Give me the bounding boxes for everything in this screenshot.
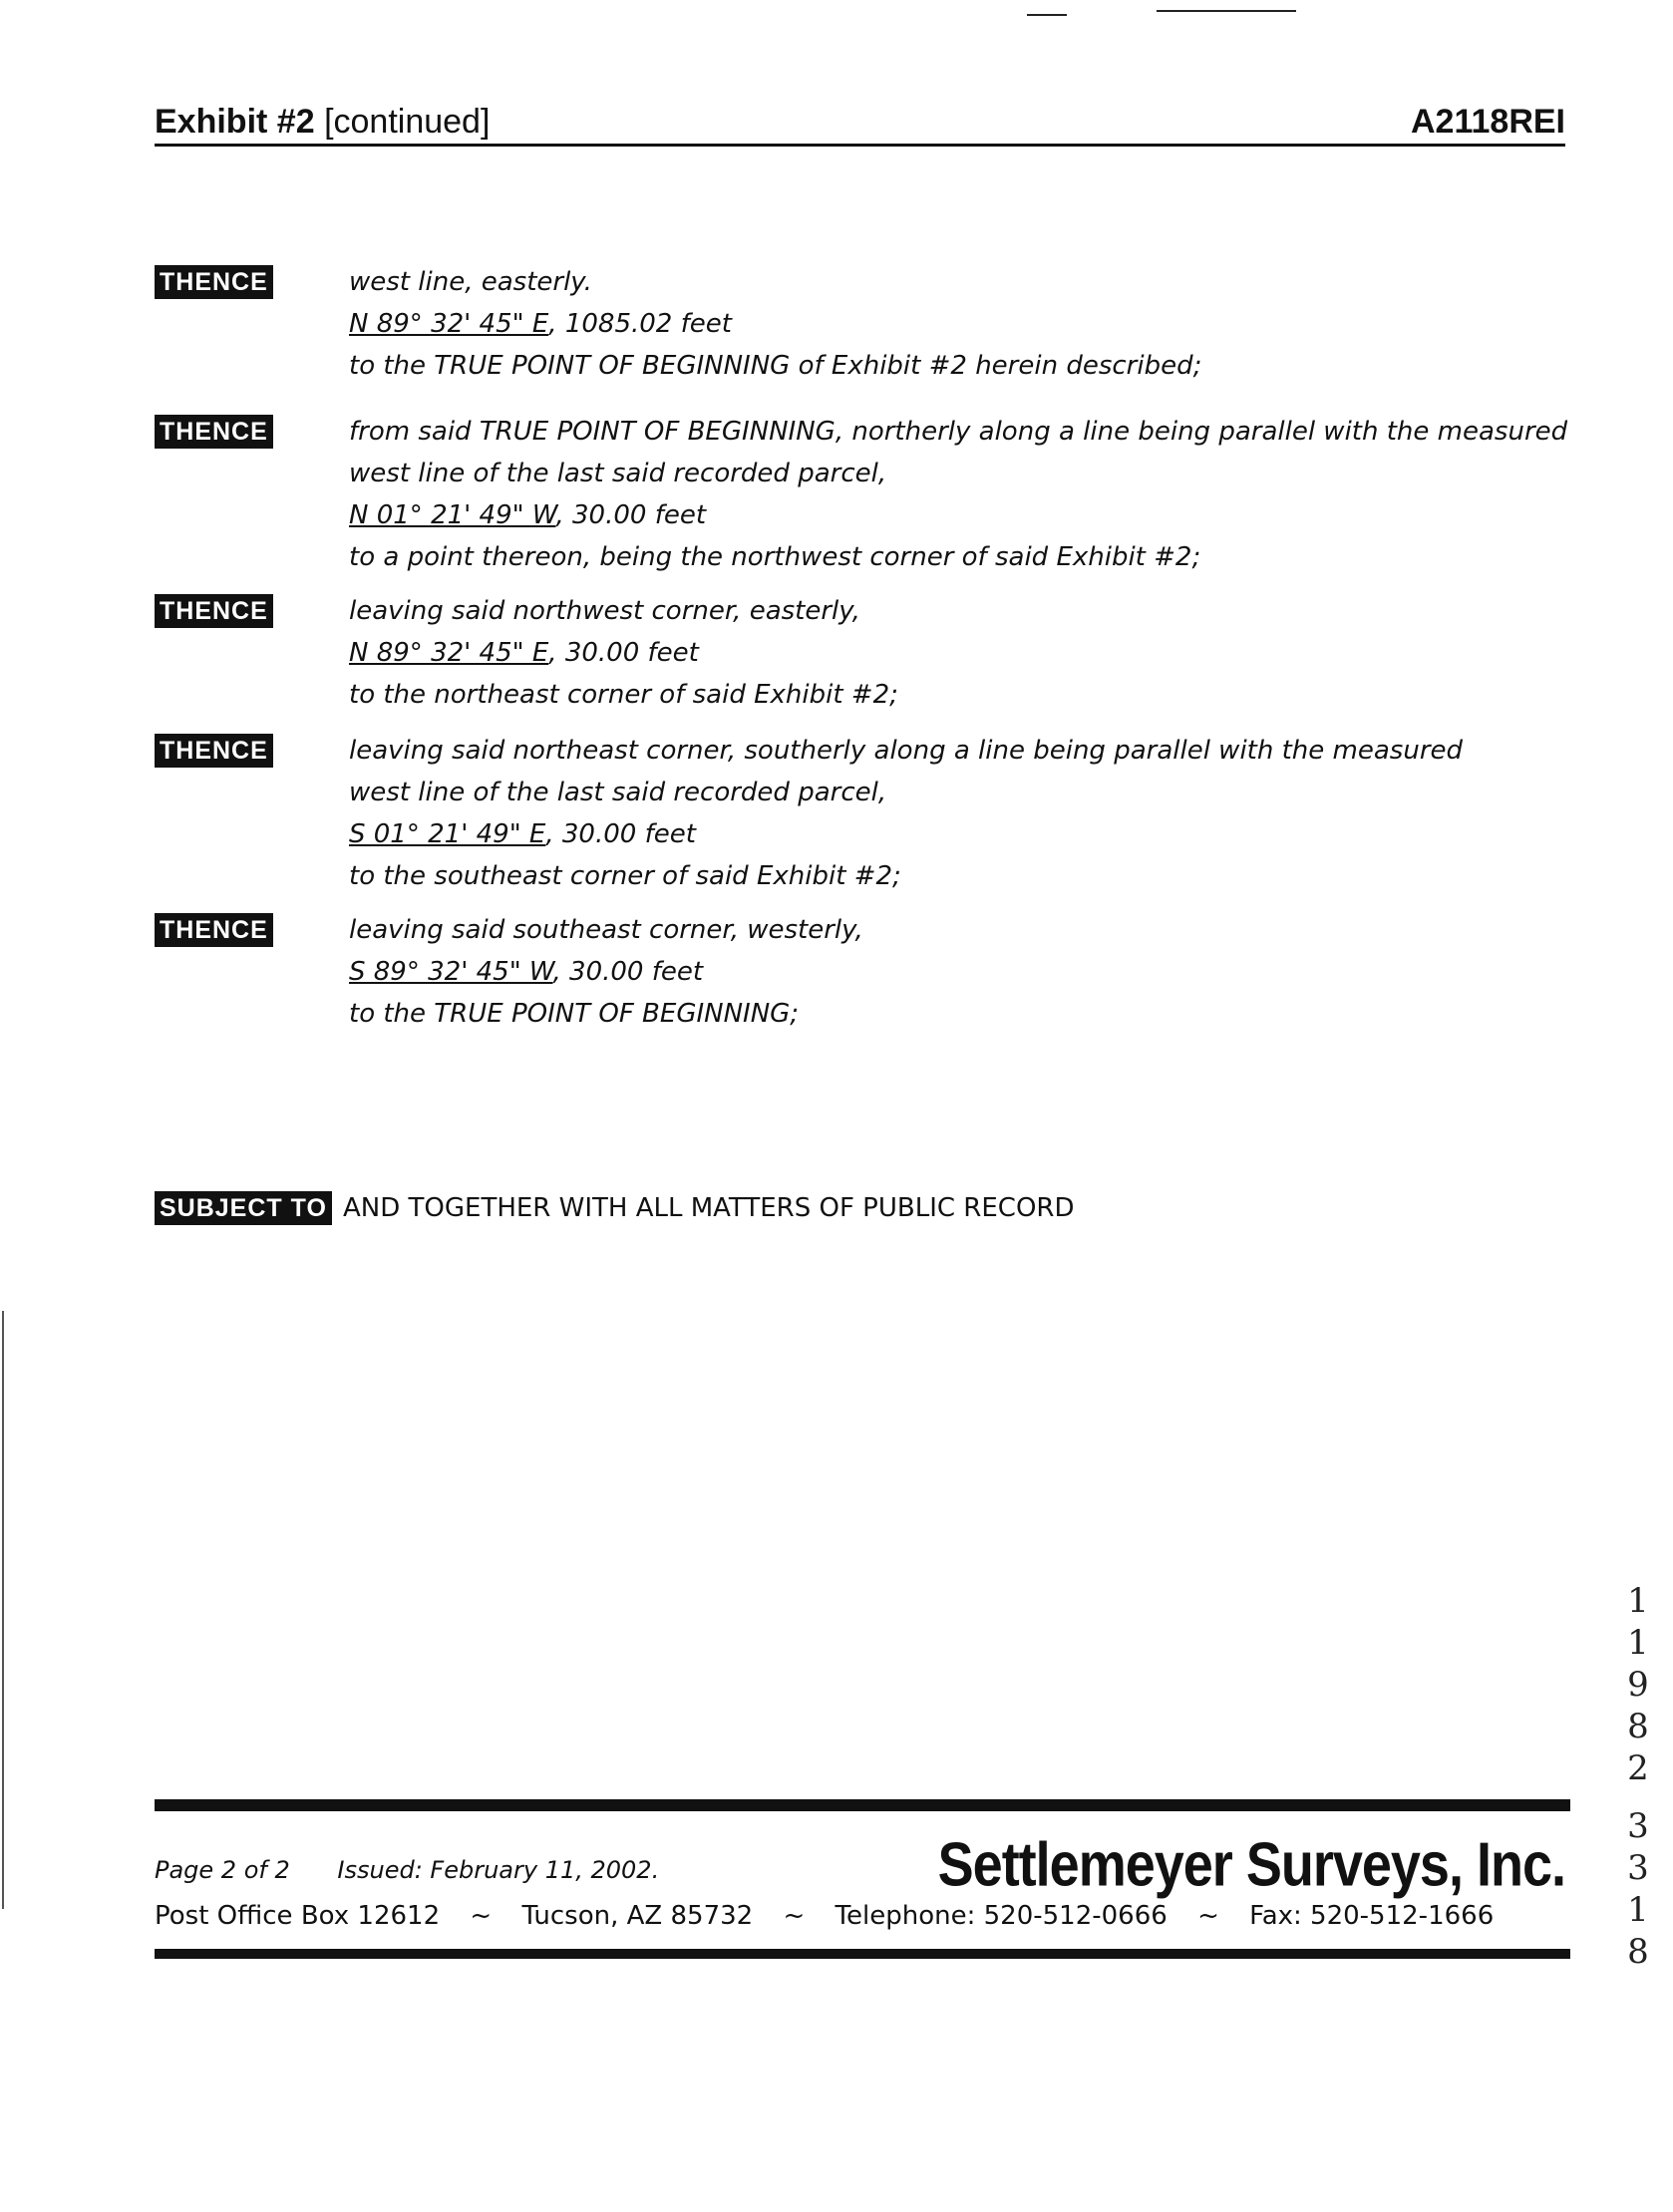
clause-text: west line of the last said recorded parcel, [349, 778, 887, 807]
separator: ~ [470, 1901, 493, 1931]
clause-text: leaving said northwest corner, easterly, [349, 596, 860, 626]
bearing: S 01° 21' 49" E [349, 819, 546, 849]
issued-date: Issued: February 11, 2002. [337, 1856, 660, 1884]
exhibit-title [155, 103, 490, 142]
recording-digit: 1 [1627, 1581, 1649, 1621]
bearing-line [349, 813, 1463, 855]
page-header [155, 100, 1565, 147]
subject-to-text: AND TOGETHER WITH ALL MATTERS OF PUBLIC RECORD [343, 1193, 1075, 1223]
bearing: N 01° 21' 49" W [349, 500, 556, 530]
bearing-line [349, 951, 863, 993]
page-number: Page 2 of 2 [155, 1856, 290, 1884]
clause-text: to the TRUE POINT OF BEGINNING; [349, 999, 800, 1029]
clause-lines [349, 261, 1201, 387]
clause-lines [349, 590, 898, 716]
recording-digit: 8 [1627, 1932, 1649, 1972]
distance: , 30.00 feet [545, 819, 696, 849]
clause-text: to a point thereon, being the northwest corner of said Exhibit #2; [349, 542, 1201, 572]
company-name: Settlemeyer Surveys, Inc. [937, 1830, 1565, 1900]
clause-text: west line of the last said recorded parcel, [349, 459, 887, 488]
bearing: N 89° 32' 45" E [349, 309, 549, 339]
thence-tag: THENCE [155, 734, 273, 768]
subject-to-clause [155, 1191, 1075, 1225]
distance: , 30.00 feet [548, 638, 699, 668]
telephone: Telephone: 520-512-0666 [835, 1901, 1168, 1931]
recording-digit: 1 [1627, 1623, 1649, 1663]
exhibit-title-text: Exhibit #2 [155, 103, 315, 141]
clause-text: to the northeast corner of said Exhibit #2; [349, 680, 898, 710]
thence-tag: THENCE [155, 265, 273, 299]
clause-text: from said TRUE POINT OF BEGINNING, northerly along a line being parallel with the measured [349, 417, 1568, 447]
clause-text: to the southeast corner of said Exhibit #2; [349, 861, 901, 891]
separator: ~ [1197, 1901, 1219, 1931]
fax: Fax: 520-512-1666 [1249, 1901, 1495, 1931]
recording-digit: 1 [1627, 1890, 1649, 1930]
recording-digit: 9 [1627, 1665, 1649, 1705]
footer-meta [155, 1856, 659, 1884]
footer-rule-bottom [155, 1949, 1570, 1959]
post-office-box: Post Office Box 12612 [155, 1901, 441, 1931]
clause-text: west line, easterly. [349, 267, 592, 297]
distance: , 1085.02 feet [548, 309, 732, 339]
thence-tag: THENCE [155, 913, 273, 947]
distance: , 30.00 feet [555, 500, 707, 530]
clause-text: leaving said southeast corner, westerly, [349, 915, 863, 945]
recording-digit: 8 [1627, 1707, 1649, 1746]
recording-digit: 3 [1627, 1806, 1649, 1846]
clause-text: leaving said northeast corner, southerly along a line being parallel with the measured [349, 736, 1464, 766]
bearing-line [349, 303, 1201, 345]
clause-lines [349, 730, 1463, 897]
thence-tag: THENCE [155, 594, 273, 628]
recording-digit: 3 [1627, 1848, 1649, 1888]
clause-lines [349, 411, 1567, 578]
scan-mark [1027, 14, 1067, 16]
exhibit-subtitle: [continued] [324, 103, 491, 141]
thence-tag: THENCE [155, 415, 273, 449]
distance: , 30.00 feet [552, 957, 704, 987]
recording-number [1623, 1580, 1653, 1973]
scan-mark [1157, 10, 1296, 12]
scan-edge [2, 1311, 4, 1909]
recording-digit: 2 [1627, 1748, 1649, 1788]
clause-text: to the TRUE POINT OF BEGINNING of Exhibit #2 herein described; [349, 351, 1202, 381]
footer-rule-top [155, 1799, 1570, 1811]
bearing-line [349, 632, 898, 674]
clause-lines [349, 909, 863, 1035]
city-state-zip: Tucson, AZ 85732 [521, 1901, 754, 1931]
bearing: N 89° 32' 45" E [349, 638, 549, 668]
bearing: S 89° 32' 45" W [349, 957, 553, 987]
subject-to-tag: SUBJECT TO [155, 1191, 332, 1225]
footer-contact [155, 1901, 1570, 1931]
separator: ~ [783, 1901, 806, 1931]
bearing-line [349, 494, 1567, 536]
document-code: A2118REI [1411, 103, 1565, 141]
